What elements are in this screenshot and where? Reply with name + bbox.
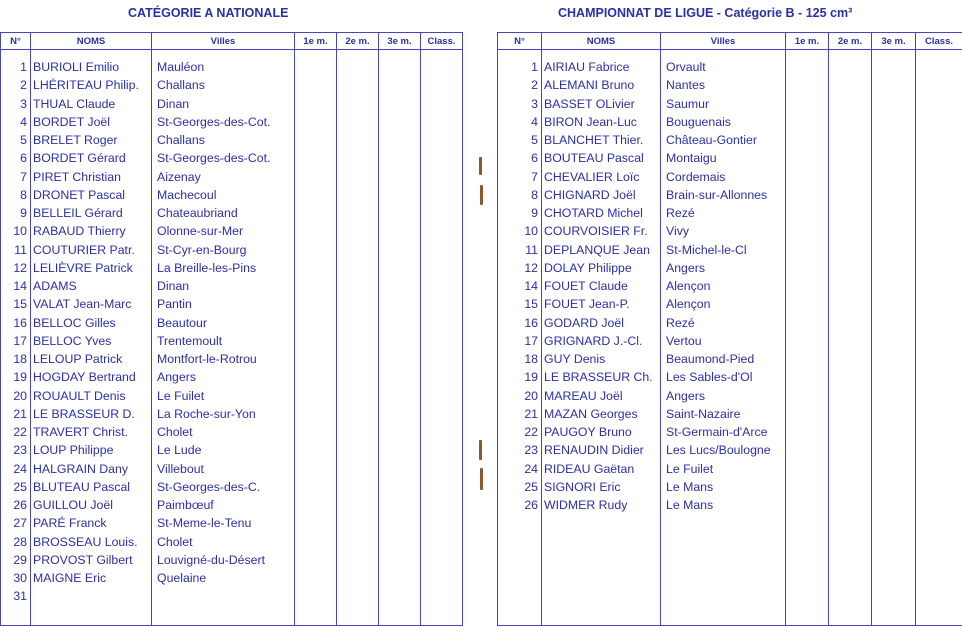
entry-ville: Villebout: [152, 460, 294, 478]
entry-ville: Cholet: [152, 533, 294, 551]
entry-nom: LOUP Philippe: [31, 441, 151, 459]
entry-ville: Le Mans: [661, 496, 785, 514]
header-villes: Villes: [661, 33, 786, 50]
entry-num: 25: [1, 478, 30, 496]
entry-ville: Montfort-le-Rotrou: [152, 350, 294, 368]
entry-ville: Le Lude: [152, 441, 294, 459]
entry-num: 1: [1, 58, 30, 76]
m1-column: [295, 50, 337, 626]
header-m3: 3e m.: [379, 33, 421, 50]
entry-ville: Alençon: [661, 277, 785, 295]
entry-num: 14: [498, 277, 541, 295]
entry-ville: Château-Gontier: [661, 131, 785, 149]
classement-column: [916, 50, 962, 626]
entry-num: 17: [498, 332, 541, 350]
entry-num: 6: [1, 149, 30, 167]
nom-column: [31, 50, 152, 626]
header-m1: 1e m.: [786, 33, 829, 50]
entry-num: 4: [1, 113, 30, 131]
entry-nom: LELIÈVRE Patrick: [31, 259, 151, 277]
entry-ville: St-Georges-des-C.: [152, 478, 294, 496]
entry-ville: Alençon: [661, 295, 785, 313]
entry-num: 4: [498, 113, 541, 131]
entry-num: 27: [1, 514, 30, 532]
entry-num: 11: [1, 241, 30, 259]
entry-nom: RABAUD Thierry: [31, 222, 151, 240]
entry-ville: Aizenay: [152, 168, 294, 186]
entry-nom: BLUTEAU Pascal: [31, 478, 151, 496]
entry-nom: BORDET Joël: [31, 113, 151, 131]
header-classement: Class.: [916, 33, 962, 50]
entry-ville: Beautour: [152, 314, 294, 332]
entry-ville: Le Fuilet: [661, 460, 785, 478]
entry-ville: Saumur: [661, 95, 785, 113]
right-title: CHAMPIONNAT DE LIGUE - Catégorie B - 125 cm³: [558, 6, 852, 20]
entry-num: 18: [1, 350, 30, 368]
entry-ville: Bouguenais: [661, 113, 785, 131]
left-title: CATÉGORIE A NATIONALE: [128, 6, 288, 20]
entry-ville: St-Meme-le-Tenu: [152, 514, 294, 532]
entry-num: 24: [1, 460, 30, 478]
entry-nom: ROUAULT Denis: [31, 387, 151, 405]
entry-num: 17: [1, 332, 30, 350]
entry-ville: Louvigné-du-Désert: [152, 551, 294, 569]
ville-column: [152, 50, 295, 626]
header-villes: Villes: [152, 33, 295, 50]
entry-num: 26: [1, 496, 30, 514]
entry-ville: Orvault: [661, 58, 785, 76]
left-table: [0, 32, 463, 626]
right-table: [497, 32, 962, 626]
entry-nom: BRELET Roger: [31, 131, 151, 149]
entry-num: 26: [498, 496, 541, 514]
entry-num: 16: [498, 314, 541, 332]
num-column: [498, 50, 542, 626]
header-m3: 3e m.: [872, 33, 916, 50]
entry-nom: DRONET Pascal: [31, 186, 151, 204]
entry-num: 1: [498, 58, 541, 76]
entry-ville: Montaigu: [661, 149, 785, 167]
entry-num: 21: [1, 405, 30, 423]
entry-ville: Pantin: [152, 295, 294, 313]
entry-num: 12: [498, 259, 541, 277]
entry-ville: St-Georges-des-Cot.: [152, 113, 294, 131]
entry-num: 16: [1, 314, 30, 332]
entry-num: 12: [1, 259, 30, 277]
entry-num: 7: [498, 168, 541, 186]
entry-nom: RENAUDIN Didier: [542, 441, 660, 459]
entry-num: 20: [1, 387, 30, 405]
entry-nom: GUILLOU Joël: [31, 496, 151, 514]
header-m2: 2e m.: [829, 33, 872, 50]
entry-nom: LELOUP Patrick: [31, 350, 151, 368]
entry-nom: HOGDAY Bertrand: [31, 368, 151, 386]
entry-ville: Vertou: [661, 332, 785, 350]
entry-nom: GUY Denis: [542, 350, 660, 368]
entry-num: 2: [1, 76, 30, 94]
entry-num: 25: [498, 478, 541, 496]
entry-ville: Mauléon: [152, 58, 294, 76]
entry-nom: ALEMANI Bruno: [542, 76, 660, 94]
entry-num: 22: [498, 423, 541, 441]
entry-nom: PIRET Christian: [31, 168, 151, 186]
entry-ville: Rezé: [661, 204, 785, 222]
entry-nom: FOUET Claude: [542, 277, 660, 295]
entry-num: 7: [1, 168, 30, 186]
entry-nom: BELLOC Yves: [31, 332, 151, 350]
entry-num: 14: [1, 277, 30, 295]
entry-num: 9: [498, 204, 541, 222]
entry-ville: Challans: [152, 76, 294, 94]
entry-num: 11: [498, 241, 541, 259]
entry-nom: DOLAY Philippe: [542, 259, 660, 277]
classement-column: [421, 50, 463, 626]
entry-ville: Dinan: [152, 95, 294, 113]
entry-nom: PARÉ Franck: [31, 514, 151, 532]
entry-nom: COUTURIER Patr.: [31, 241, 151, 259]
entry-nom: BROSSEAU Louis.: [31, 533, 151, 551]
entry-nom: [31, 587, 151, 605]
entry-num: 22: [1, 423, 30, 441]
m2-column: [337, 50, 379, 626]
entry-ville: St-Cyr-en-Bourg: [152, 241, 294, 259]
entry-nom: THUAL Claude: [31, 95, 151, 113]
header-noms: NOMS: [542, 33, 661, 50]
entry-ville: Brain-sur-Allonnes: [661, 186, 785, 204]
entry-nom: RIDEAU Gaëtan: [542, 460, 660, 478]
entry-num: 31: [1, 587, 30, 605]
entry-ville: Les Lucs/Boulogne: [661, 441, 785, 459]
entry-ville: Paimbœuf: [152, 496, 294, 514]
header-m1: 1e m.: [295, 33, 337, 50]
entry-nom: MAZAN Georges: [542, 405, 660, 423]
entry-num: 18: [498, 350, 541, 368]
entry-nom: HALGRAIN Dany: [31, 460, 151, 478]
entry-ville: La Breille-les-Pins: [152, 259, 294, 277]
entry-nom: BELLEIL Gérard: [31, 204, 151, 222]
entry-ville: Machecoul: [152, 186, 294, 204]
entry-ville: St-Michel-le-Cl: [661, 241, 785, 259]
m3-column: [379, 50, 421, 626]
entry-nom: WIDMER Rudy: [542, 496, 660, 514]
entry-nom: LHÉRITEAU Philip.: [31, 76, 151, 94]
entry-nom: SIGNORI Eric: [542, 478, 660, 496]
binding-mark: [480, 468, 483, 490]
entry-nom: BOUTEAU Pascal: [542, 149, 660, 167]
entry-ville: Vivy: [661, 222, 785, 240]
entry-num: 5: [1, 131, 30, 149]
entry-ville: St-Georges-des-Cot.: [152, 149, 294, 167]
entry-num: 21: [498, 405, 541, 423]
binding-mark: [480, 185, 483, 205]
entry-nom: ADAMS: [31, 277, 151, 295]
entry-ville: Saint-Nazaire: [661, 405, 785, 423]
entry-ville: Cholet: [152, 423, 294, 441]
entry-ville: Le Mans: [661, 478, 785, 496]
entry-num: 8: [498, 186, 541, 204]
entry-nom: MAREAU Joël: [542, 387, 660, 405]
entry-num: 19: [1, 368, 30, 386]
entry-num: 3: [498, 95, 541, 113]
m2-column: [829, 50, 872, 626]
header-num: N°: [1, 33, 31, 50]
entry-num: 23: [498, 441, 541, 459]
entry-ville: Chateaubriand: [152, 204, 294, 222]
entry-num: 28: [1, 533, 30, 551]
entry-num: 20: [498, 387, 541, 405]
entry-ville: Olonne-sur-Mer: [152, 222, 294, 240]
entry-nom: PAUGOY Bruno: [542, 423, 660, 441]
entry-ville: Rezé: [661, 314, 785, 332]
header-m2: 2e m.: [337, 33, 379, 50]
entry-num: 3: [1, 95, 30, 113]
entry-nom: CHIGNARD Joël: [542, 186, 660, 204]
entry-nom: BURIOLI Emilio: [31, 58, 151, 76]
entry-nom: LE BRASSEUR D.: [31, 405, 151, 423]
nom-column: [542, 50, 661, 626]
binding-mark: [479, 440, 482, 460]
entry-num: 29: [1, 551, 30, 569]
entry-nom: CHOTARD Michel: [542, 204, 660, 222]
header-classement: Class.: [421, 33, 463, 50]
entry-ville: Le Fuilet: [152, 387, 294, 405]
entry-ville: Les Sables-d'Ol: [661, 368, 785, 386]
entry-num: 19: [498, 368, 541, 386]
m3-column: [872, 50, 916, 626]
entry-ville: St-Germain-d'Arce: [661, 423, 785, 441]
entry-num: 9: [1, 204, 30, 222]
entry-nom: LE BRASSEUR Ch.: [542, 368, 660, 386]
entry-ville: Cordemais: [661, 168, 785, 186]
entry-nom: PROVOST Gilbert: [31, 551, 151, 569]
entry-ville: [152, 587, 294, 605]
entry-nom: BORDET Gérard: [31, 149, 151, 167]
entry-num: 15: [498, 295, 541, 313]
entry-nom: GRIGNARD J.-Cl.: [542, 332, 660, 350]
entry-nom: MAIGNE Eric: [31, 569, 151, 587]
entry-ville: Angers: [661, 259, 785, 277]
entry-ville: Angers: [152, 368, 294, 386]
entry-nom: TRAVERT Christ.: [31, 423, 151, 441]
entry-num: 8: [1, 186, 30, 204]
entry-ville: Quelaine: [152, 569, 294, 587]
num-column: [1, 50, 31, 626]
entry-num: 2: [498, 76, 541, 94]
entry-nom: BIRON Jean-Luc: [542, 113, 660, 131]
entry-ville: Trentemoult: [152, 332, 294, 350]
binding-mark: [479, 157, 482, 175]
m1-column: [786, 50, 829, 626]
entry-num: 30: [1, 569, 30, 587]
entry-ville: Angers: [661, 387, 785, 405]
header-noms: NOMS: [31, 33, 152, 50]
entry-ville: Nantes: [661, 76, 785, 94]
entry-ville: Challans: [152, 131, 294, 149]
entry-num: 15: [1, 295, 30, 313]
entry-num: 10: [1, 222, 30, 240]
ville-column: [661, 50, 786, 626]
entry-num: 5: [498, 131, 541, 149]
entry-nom: CHEVALIER Loïc: [542, 168, 660, 186]
entry-ville: Beaumond-Pied: [661, 350, 785, 368]
entry-nom: BELLOC Gilles: [31, 314, 151, 332]
entry-nom: BLANCHET Thier.: [542, 131, 660, 149]
entry-nom: DEPLANQUE Jean: [542, 241, 660, 259]
entry-num: 23: [1, 441, 30, 459]
entry-nom: FOUET Jean-P.: [542, 295, 660, 313]
entry-nom: AIRIAU Fabrice: [542, 58, 660, 76]
entry-nom: COURVOISIER Fr.: [542, 222, 660, 240]
entry-ville: Dinan: [152, 277, 294, 295]
header-num: N°: [498, 33, 542, 50]
entry-num: 6: [498, 149, 541, 167]
entry-nom: VALAT Jean-Marc: [31, 295, 151, 313]
entry-num: 10: [498, 222, 541, 240]
entry-ville: La Roche-sur-Yon: [152, 405, 294, 423]
entry-nom: BASSET OLivier: [542, 95, 660, 113]
entry-num: 24: [498, 460, 541, 478]
entry-nom: GODARD Joël: [542, 314, 660, 332]
